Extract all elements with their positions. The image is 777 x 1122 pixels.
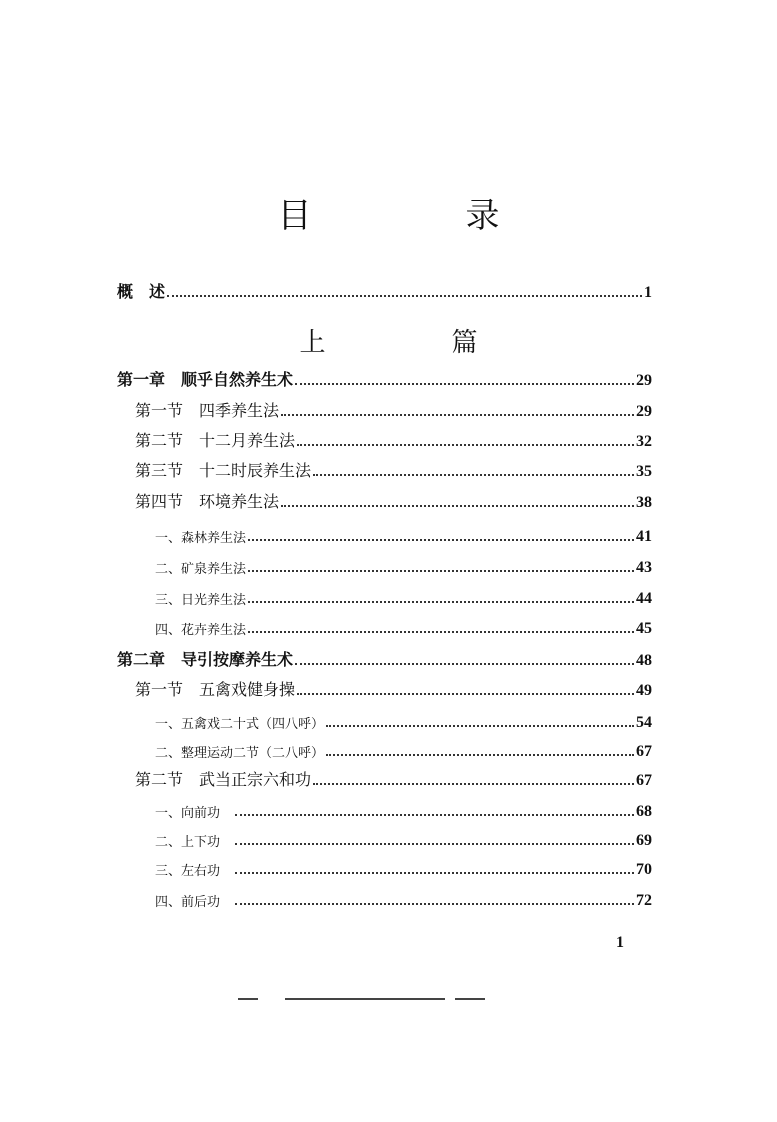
dot-leader	[248, 631, 634, 633]
toc-page: 45	[636, 620, 652, 637]
toc-entry-section	[135, 768, 652, 790]
page-number: 1	[616, 934, 624, 951]
toc-page: 43	[636, 559, 652, 576]
dot-leader	[313, 474, 634, 476]
toc-label: 三、左右功	[155, 864, 234, 879]
dot-leader	[313, 783, 634, 785]
toc-page: 38	[636, 494, 652, 511]
toc-entry-item	[155, 799, 652, 821]
toc-entry-chapter	[117, 648, 652, 670]
toc-entry-item	[155, 828, 652, 850]
toc-page: 32	[636, 433, 652, 450]
toc-page: 69	[636, 832, 652, 849]
toc-entry-overview	[117, 280, 652, 302]
toc-entry-section	[135, 429, 652, 451]
scan-artifact	[238, 998, 258, 1000]
dot-leader	[235, 814, 634, 816]
toc-label: 三、日光养生法	[155, 593, 247, 608]
toc-page: 68	[636, 803, 652, 820]
toc-page: 54	[636, 714, 652, 731]
toc-label: 第二章 导引按摩养生术	[117, 650, 294, 669]
toc-page: 29	[636, 372, 652, 389]
toc-page: 35	[636, 463, 652, 480]
page-title: 目 录	[277, 196, 560, 236]
toc-label: 一、向前功	[155, 806, 234, 821]
toc-entry-item	[155, 524, 652, 546]
dot-leader	[281, 505, 634, 507]
scan-artifact	[285, 998, 445, 1000]
toc-page: 72	[636, 892, 652, 909]
toc-entry-section	[135, 399, 652, 421]
toc-label: 第一节 四季养生法	[135, 401, 280, 420]
toc-label: 概 述	[117, 282, 166, 301]
toc-entry-item	[155, 555, 652, 577]
toc-page: 49	[636, 682, 652, 699]
dot-leader	[326, 725, 634, 727]
toc-page: 29	[636, 403, 652, 420]
toc-entry-section	[135, 678, 652, 700]
toc-entry-item	[155, 857, 652, 879]
dot-leader	[167, 295, 642, 297]
toc-label: 二、上下功	[155, 835, 234, 850]
toc-entry-item	[155, 586, 652, 608]
toc-label: 第二节 武当正宗六和功	[135, 770, 312, 789]
toc-page: 41	[636, 528, 652, 545]
toc-entry-section	[135, 459, 652, 481]
dot-leader	[248, 570, 634, 572]
dot-leader	[326, 754, 634, 756]
toc-entry-item	[155, 616, 652, 638]
toc-page: 48	[636, 652, 652, 669]
dot-leader	[248, 539, 634, 541]
toc-label: 一、五禽戏二十式（四八呼）	[155, 717, 325, 732]
toc-label: 二、整理运动二节（二八呼）	[155, 746, 325, 761]
dot-leader	[281, 414, 634, 416]
dot-leader	[235, 843, 634, 845]
dot-leader	[235, 872, 634, 874]
dot-leader	[295, 383, 634, 385]
toc-page: 67	[636, 743, 652, 760]
toc-label: 第一章 顺乎自然养生术	[117, 370, 294, 389]
toc-label: 第二节 十二月养生法	[135, 431, 296, 450]
toc-page: 67	[636, 772, 652, 789]
toc-entry-item	[155, 739, 652, 761]
toc-page: 1	[644, 284, 652, 301]
scan-artifact	[455, 998, 485, 1000]
toc-entry-item	[155, 710, 652, 732]
toc-label: 第三节 十二时辰养生法	[135, 461, 312, 480]
dot-leader	[295, 663, 634, 665]
toc-page: 44	[636, 590, 652, 607]
toc-label: 第一节 五禽戏健身操	[135, 680, 296, 699]
toc-entry-item	[155, 888, 652, 910]
toc-entry-chapter	[117, 368, 652, 390]
toc-label: 四、花卉养生法	[155, 623, 247, 638]
part-heading: 上 篇	[299, 328, 528, 358]
dot-leader	[297, 693, 634, 695]
toc-label: 一、森林养生法	[155, 531, 247, 546]
toc-label: 第四节 环境养生法	[135, 492, 280, 511]
toc-page: 70	[636, 861, 652, 878]
dot-leader	[248, 601, 634, 603]
toc-label: 四、前后功	[155, 895, 234, 910]
toc-entry-section	[135, 490, 652, 512]
dot-leader	[297, 444, 634, 446]
dot-leader	[235, 903, 634, 905]
toc-label: 二、矿泉养生法	[155, 562, 247, 577]
